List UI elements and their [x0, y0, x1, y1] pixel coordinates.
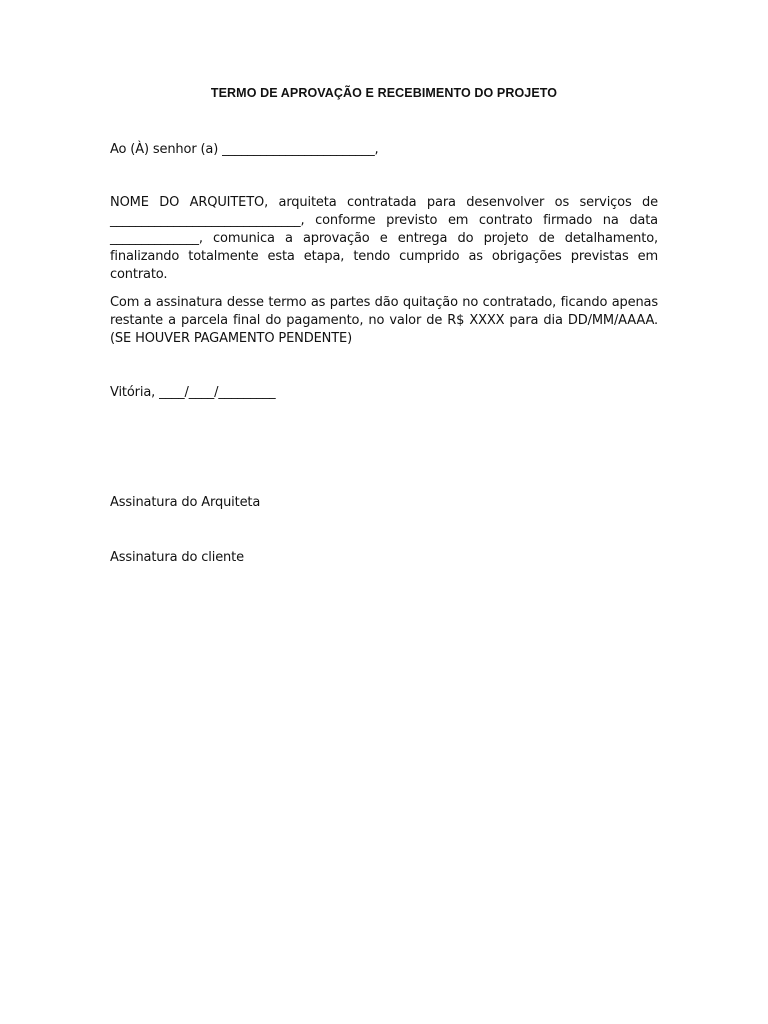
client-signature-label: Assinatura do cliente: [110, 550, 244, 565]
payment-paragraph: Com a assinatura desse termo as partes dão quitação no contratado, ficando apenas restante a parcela final do pagamento, no valor de R$ XXXX para dia DD/MM/AAAA. (SE HOUVER PAGAMENTO PENDENTE): [110, 295, 658, 346]
architect-signature-label: Assinatura do Arquiteta: [110, 495, 261, 510]
place-date-line: Vitória, ____/____/_________: [110, 385, 276, 400]
greeting-line: Ao (À) senhor (a) ________________________,: [110, 142, 379, 157]
document-title: TERMO DE APROVAÇÃO E RECEBIMENTO DO PROJETO: [210, 86, 558, 100]
approval-paragraph: NOME DO ARQUITETO, arquiteta contratada para desenvolver os serviços de ______________________________, conforme previsto em contrato firmado na data ______________, comunica a aprovação e entrega do projeto de detalhamento, finalizando totalmente esta etapa, tendo cumprido as obrigações previstas em contrato.: [110, 195, 658, 282]
